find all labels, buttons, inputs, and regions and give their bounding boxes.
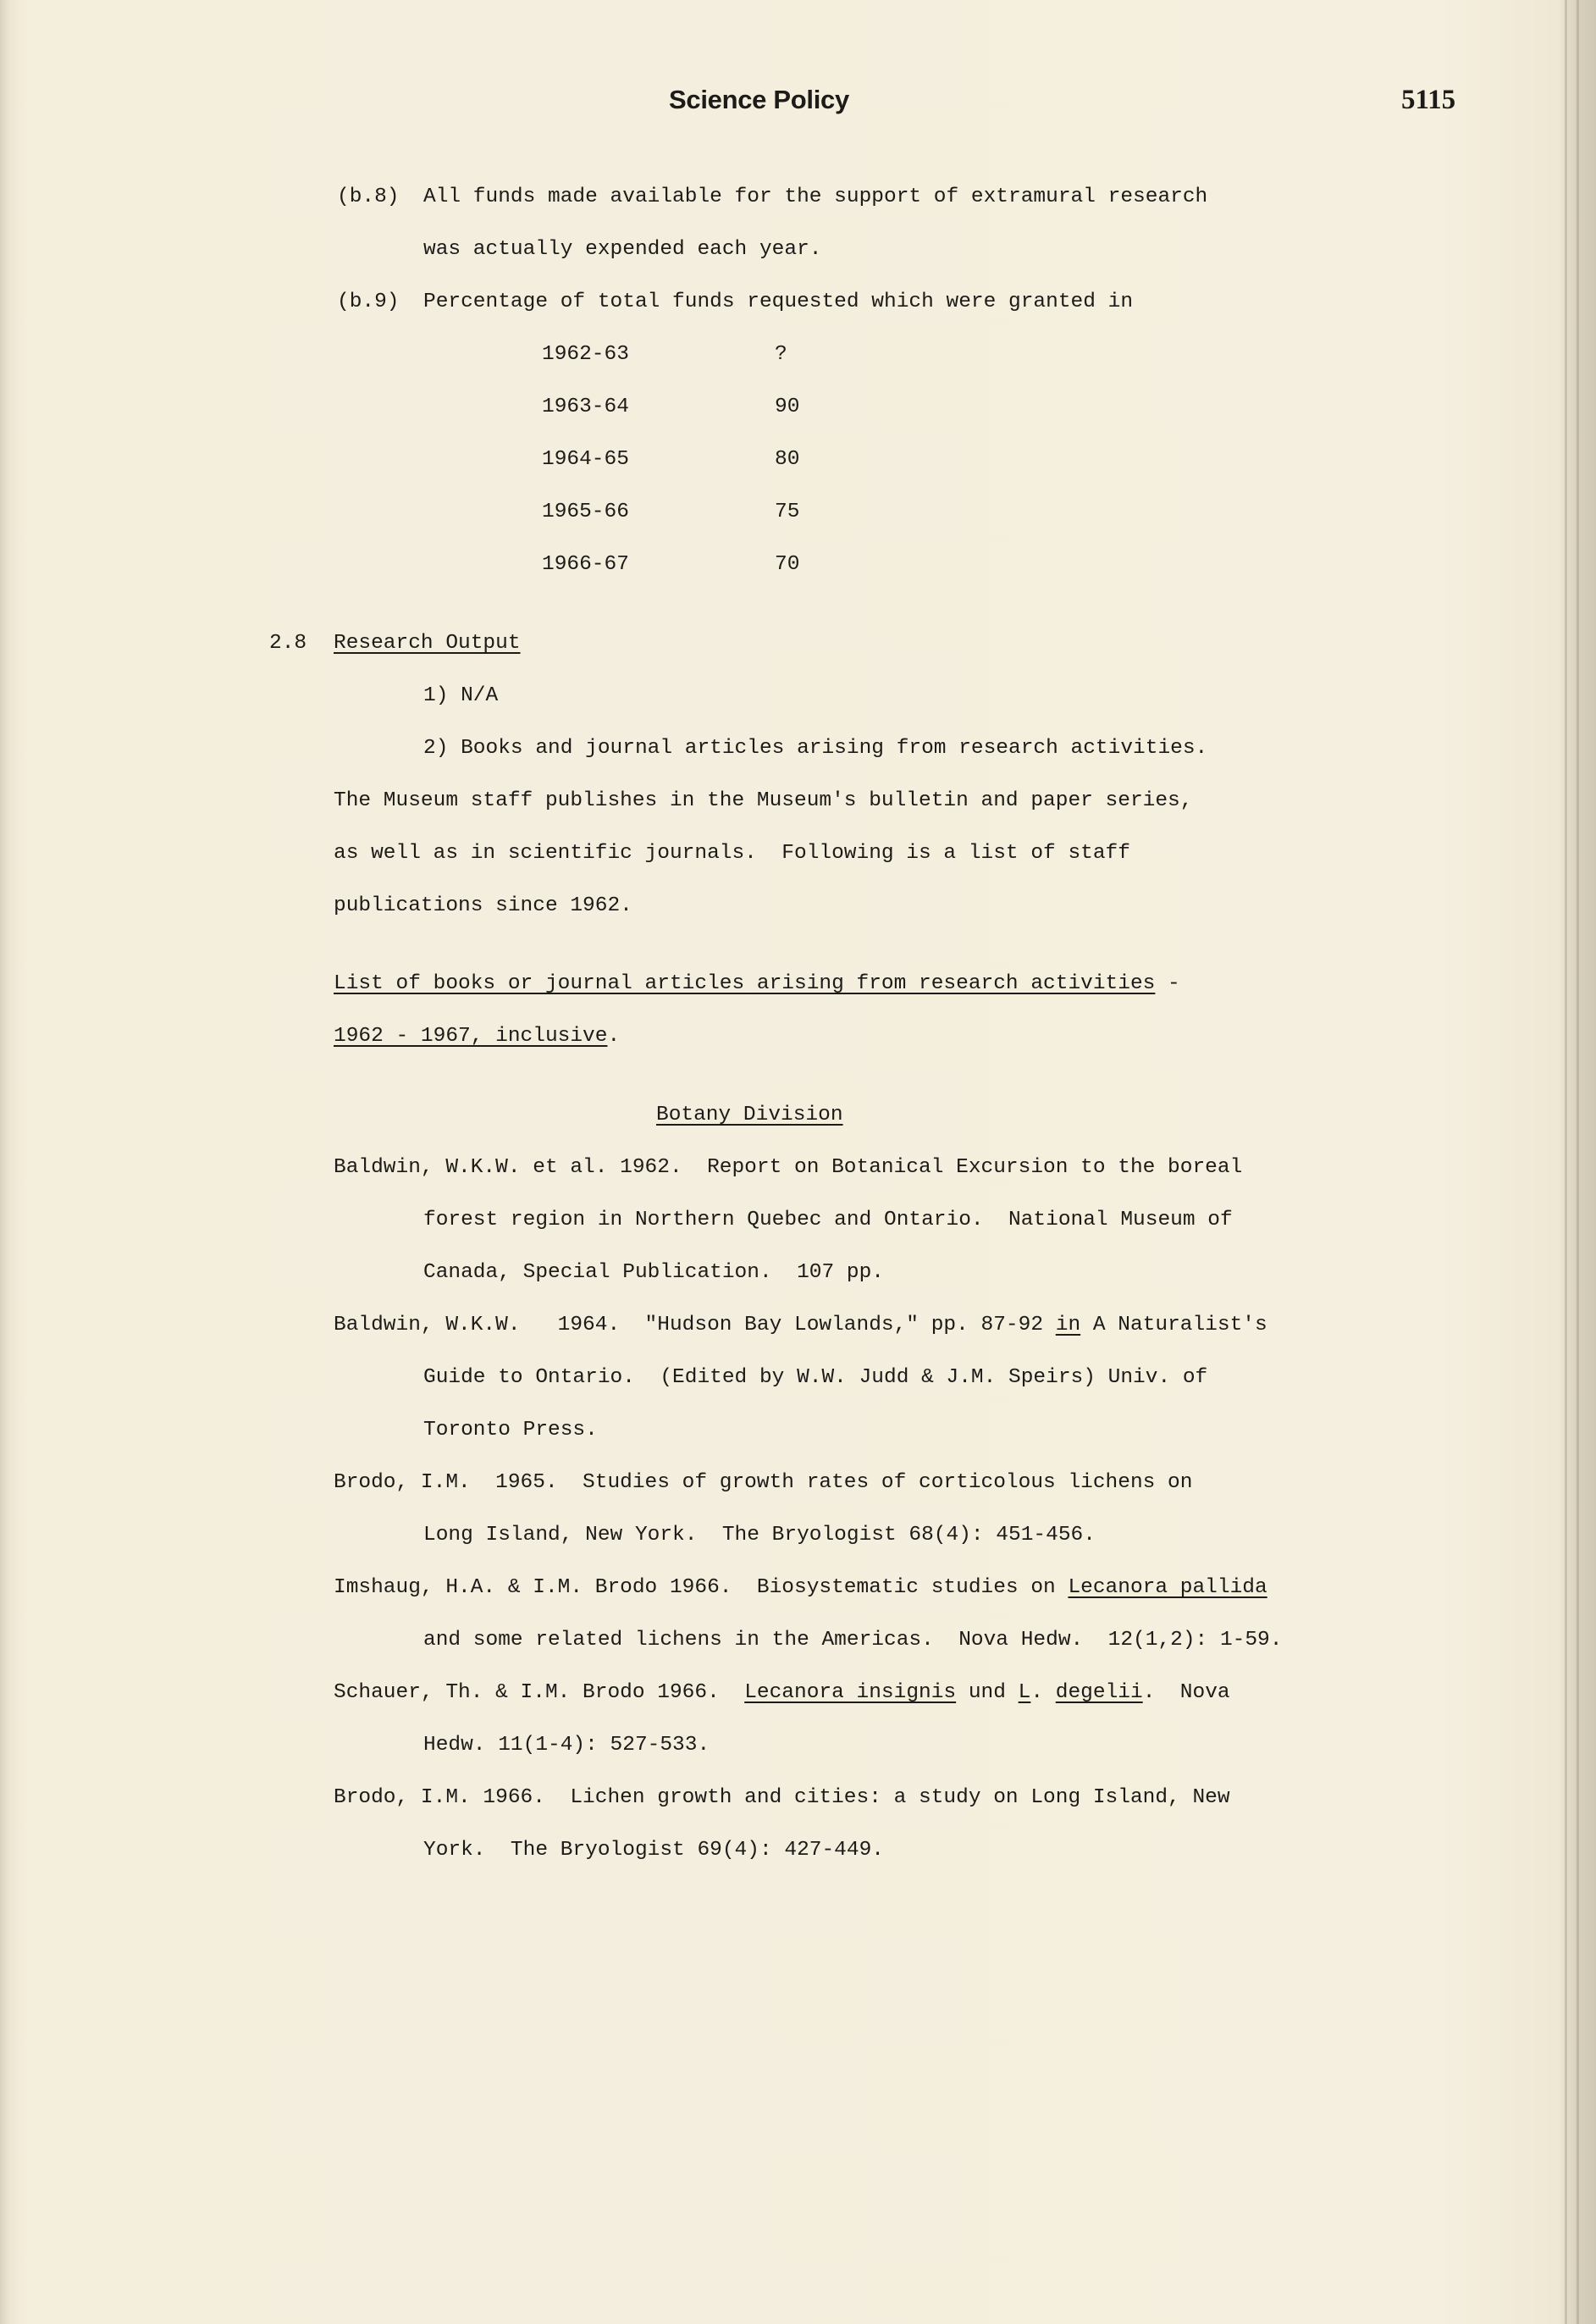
paragraph-line: publications since 1962. [334,894,632,917]
reference-text: . Nova [1142,1681,1230,1704]
b8-text-line: All funds made available for the support of extramural research [423,185,1208,208]
table-year: 1962-63 [542,343,629,366]
reference-line: Long Island, New York. The Bryologist 68(4): 451-456. [423,1524,1096,1547]
running-head [0,85,1596,125]
reference-underlined: L [1018,1681,1031,1704]
reference-line: forest region in Northern Quebec and Ontario. National Museum of [423,1209,1233,1231]
reference-line: York. The Bryologist 69(4): 427-449. [423,1839,884,1862]
section-number: 2.8 [269,632,307,655]
paragraph-line: The Museum staff publishes in the Museum's bulletin and paper series, [334,789,1193,812]
table-year: 1964-65 [542,448,629,471]
b9-label: (b.9) [337,290,400,313]
reference-line [334,1680,1230,1706]
item-na: 1) N/A [423,684,499,707]
reference-line: Brodo, I.M. 1966. Lichen growth and cities: a study on Long Island, New [334,1786,1230,1809]
table-value: 75 [775,501,800,523]
table-value: ? [775,343,787,366]
running-head-title: Science Policy [669,85,849,114]
reference-line [334,1313,1267,1338]
reference-line: Baldwin, W.K.W. et al. 1962. Report on Botanical Excursion to the boreal [334,1156,1243,1179]
table-value: 80 [775,448,800,471]
b8-label: (b.8) [337,185,400,208]
table-value: 90 [775,396,800,418]
reference-text: A Naturalist's [1080,1314,1267,1336]
reference-text: Schauer, Th. & I.M. Brodo 1966. [334,1681,745,1704]
reference-underlined: in [1055,1314,1081,1336]
list-heading [334,1024,620,1049]
reference-line: Guide to Ontario. (Edited by W.W. Judd & J.M. Speirs) Univ. of [423,1366,1208,1389]
list-heading [334,971,1180,997]
list-heading-period: . [607,1025,621,1048]
page-number: 5115 [1401,85,1456,115]
table-year: 1963-64 [542,396,629,418]
reference-line: Brodo, I.M. 1965. Studies of growth rates of corticolous lichens on [334,1471,1193,1494]
page-edge-line [1577,0,1579,2324]
reference-line: Hedw. 11(1-4): 527-533. [423,1734,710,1757]
reference-line: Canada, Special Publication. 107 pp. [423,1261,884,1284]
b9-text: Percentage of total funds requested which were granted in [423,290,1134,313]
paragraph-line: as well as in scientific journals. Following is a list of staff [334,842,1130,865]
paragraph-line: 2) Books and journal articles arising from research activities. [423,737,1208,760]
table-year: 1966-67 [542,553,629,576]
reference-line [334,1575,1267,1601]
list-heading-years: 1962 - 1967, inclusive [334,1025,608,1048]
reference-text: Imshaug, H.A. & I.M. Brodo 1966. Biosystematic studies on [334,1576,1069,1599]
reference-underlined: degelii [1055,1681,1143,1704]
table-value: 70 [775,553,800,576]
list-heading-dash: - [1155,972,1180,995]
page-edge-line [1565,0,1567,2324]
b8-text-line: was actually expended each year. [423,238,822,261]
reference-text: Baldwin, W.K.W. 1964. "Hudson Bay Lowlands," pp. 87-92 [334,1314,1056,1336]
table-year: 1965-66 [542,501,629,523]
reference-underlined: Lecanora insignis [744,1681,957,1704]
division-heading: Botany Division [656,1104,843,1126]
reference-line: and some related lichens in the Americas. Nova Hedw. 12(1,2): 1-59. [423,1629,1283,1652]
reference-underlined: Lecanora pallida [1068,1576,1267,1599]
reference-line: Toronto Press. [423,1419,598,1441]
reference-text: und [956,1681,1019,1704]
list-heading-text: List of books or journal articles arising from research activities [334,972,1156,995]
reference-text: . [1030,1681,1056,1704]
section-heading: Research Output [334,632,521,655]
